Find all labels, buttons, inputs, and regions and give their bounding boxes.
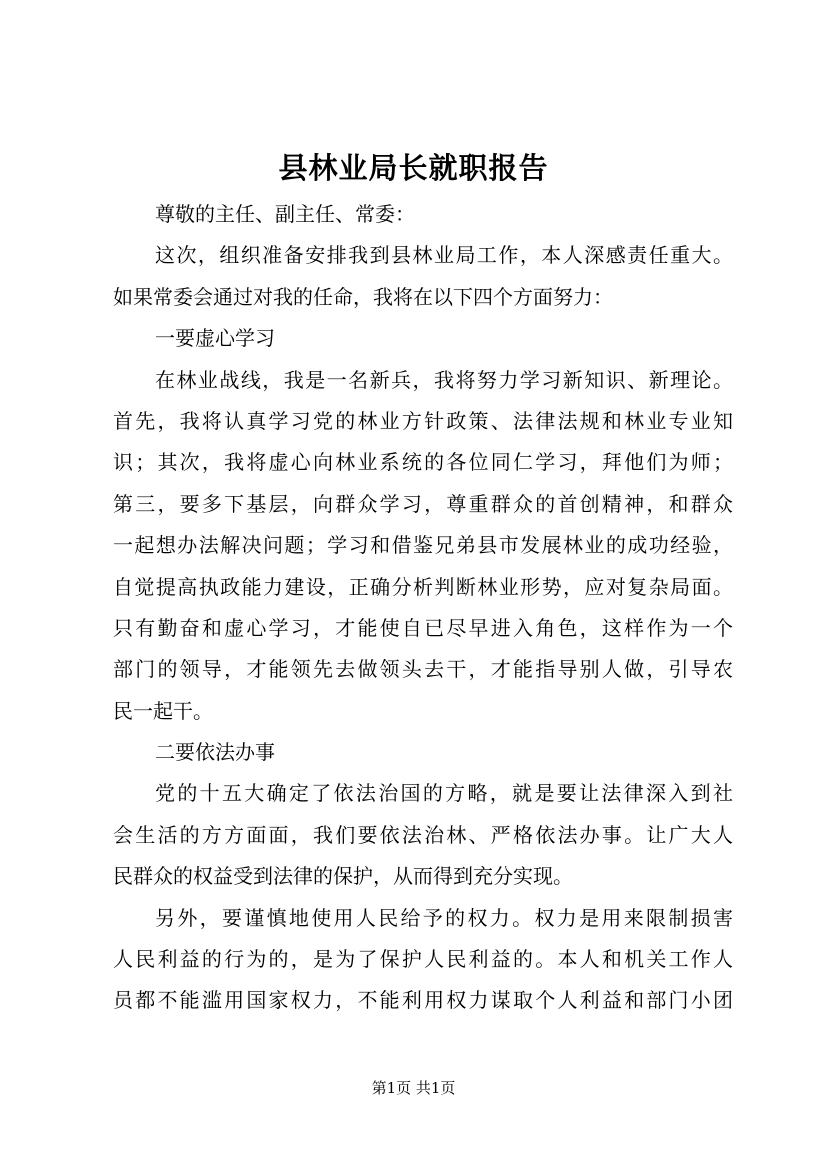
paragraph-line: 一起想办法解决问题；学习和借鉴兄弟县市发展林业的成功经验， bbox=[113, 533, 733, 558]
paragraph-line: 人民利益的行为的，是为了保护人民利益的。本人和机关工作人 bbox=[113, 947, 733, 972]
page-number-footer: 第1页 共1页 bbox=[371, 1079, 456, 1097]
paragraph-line: 民群众的权益受到法律的保护，从而得到充分实现。 bbox=[113, 864, 573, 889]
paragraph-line: 识；其次，我将虚心向林业系统的各位同仁学习，拜他们为师； bbox=[113, 450, 733, 475]
paragraph-line: 部门的领导，才能领先去做领头去干，才能指导别人做，引导农 bbox=[113, 657, 733, 682]
paragraph-line: 这次，组织准备安排我到县林业局工作，本人深感责任重大。 bbox=[155, 243, 733, 268]
document-title: 县林业局长就职报告 bbox=[278, 151, 549, 185]
document-body bbox=[113, 194, 733, 1022]
paragraph-line: 第三，要多下基层，向群众学习，尊重群众的首创精神，和群众 bbox=[113, 491, 733, 516]
paragraph-line: 只有勤奋和虚心学习，才能使自已尽早进入角色，这样作为一个 bbox=[113, 615, 733, 640]
paragraph-line: 员都不能滥用国家权力，不能利用权力谋取个人利益和部门小团 bbox=[113, 988, 733, 1013]
paragraph-line: 另外，要谨慎地使用人民给予的权力。权力是用来限制损害 bbox=[155, 905, 733, 930]
paragraph-line: 如果常委会通过对我的任命，我将在以下四个方面努力： bbox=[113, 284, 613, 309]
salutation-line: 尊敬的主任、副主任、常委： bbox=[155, 202, 415, 226]
paragraph-line: 民一起干。 bbox=[113, 698, 213, 723]
paragraph-line: 会生活的方方面面，我们要依法治林、严格依法办事。让广大人 bbox=[113, 822, 733, 847]
section-heading: 二要依法办事 bbox=[155, 740, 275, 765]
paragraph-line: 党的十五大确定了依法治国的方略，就是要让法律深入到社 bbox=[155, 781, 733, 806]
paragraph-line: 首先，我将认真学习党的林业方针政策、法律法规和林业专业知 bbox=[113, 408, 733, 433]
paragraph-line: 在林业战线，我是一名新兵，我将努力学习新知识、新理论。 bbox=[155, 367, 733, 392]
paragraph-line: 自觉提高执政能力建设，正确分析判断林业形势，应对复杂局面。 bbox=[113, 574, 733, 599]
section-heading: 一要虚心学习 bbox=[155, 326, 275, 351]
